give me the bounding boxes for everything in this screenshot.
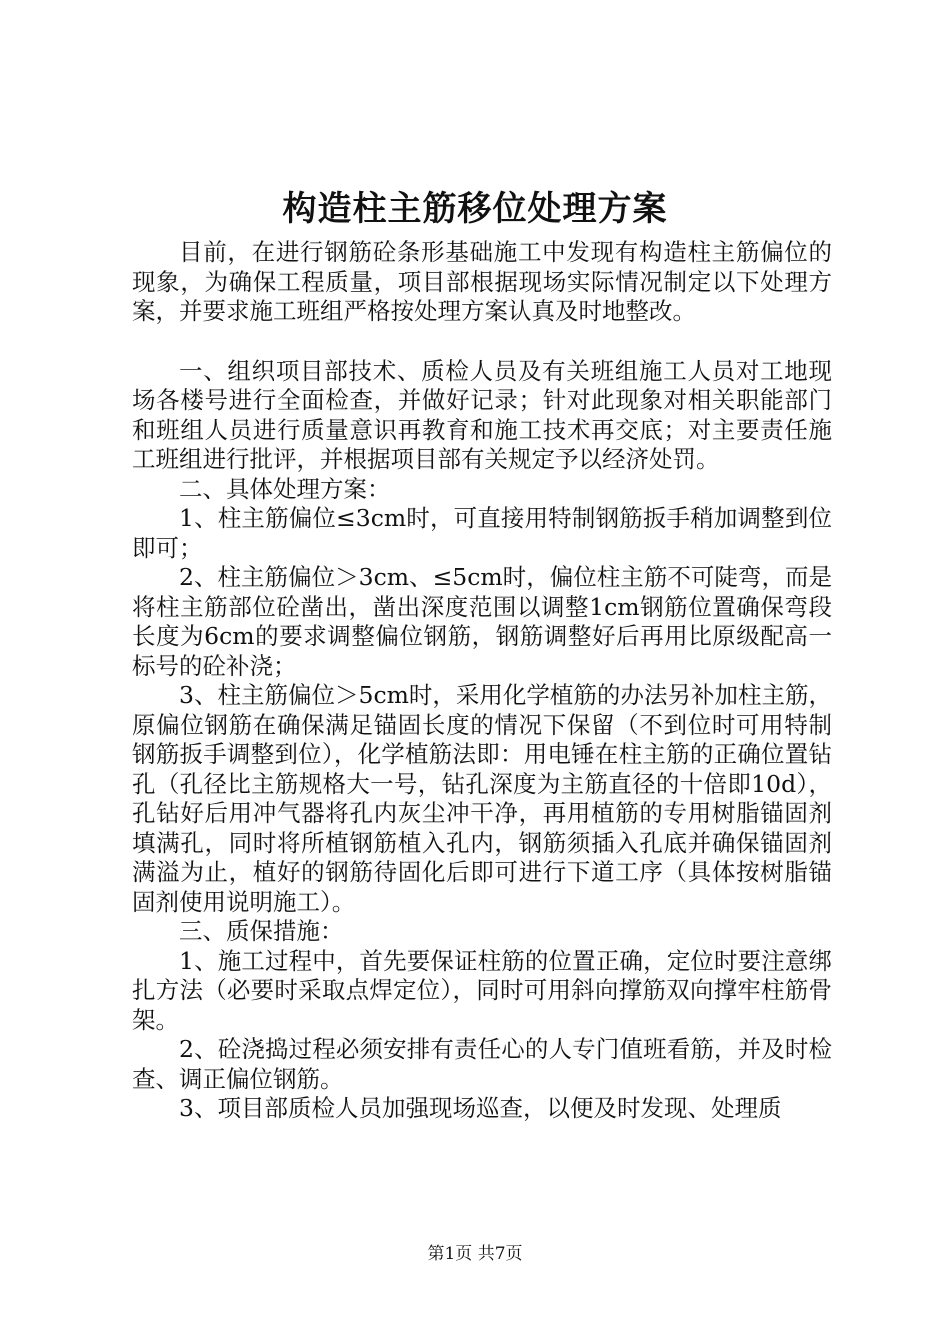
paragraph-section-3-heading: 三、质保措施： bbox=[179, 917, 344, 945]
paragraph-section-2-item-1: 1、柱主筋偏位≤3cm时，可直接用特制钢筋扳手稍加调整到位即可； bbox=[132, 504, 832, 562]
paragraph-section-2-item-2: 2、柱主筋偏位＞3cm、≤5cm时，偏位柱主筋不可陡弯，而是将柱主筋部位砼凿出，凿出深度范围以调整1cm钢筋位置确保弯段长度为6cm的要求调整偏位钢筋，钢筋调整好后再用比原级配高一标号的砼补浇； bbox=[132, 563, 832, 680]
paragraph-section-1: 一、组织项目部技术、质检人员及有关班组施工人员对工地现场各楼号进行全面检查，并做好记录；针对此现象对相关职能部门和班组人员进行质量意识再教育和施工技术再交底；对主要责任施工班组进行批评，并根据项目部有关规定予以经济处罚。 bbox=[132, 356, 832, 473]
paragraph-section-3-item-3: 3、项目部质检人员加强现场巡查，以便及时发现、处理质 bbox=[179, 1094, 782, 1122]
document-body bbox=[132, 238, 832, 1124]
paragraph-section-2-item-3: 3、柱主筋偏位＞5cm时，采用化学植筋的办法另补加柱主筋，原偏位钢筋在确保满足锚固长度的情况下保留（不到位时可用特制钢筋扳手调整到位），化学植筋法即：用电锤在柱主筋的正确位置钻孔（孔径比主筋规格大一号，钻孔深度为主筋直径的十倍即10d），孔钻好后用冲气器将孔内灰尘冲干净，再用植筋的专用树脂锚固剂填满孔，同时将所植钢筋植入孔内，钢筋须插入孔底并确保锚固剂满溢为止，植好的钢筋待固化后即可进行下道工序（具体按树脂锚固剂使用说明施工）。 bbox=[132, 681, 832, 916]
document-title: 构造柱主筋移位处理方案 bbox=[282, 189, 668, 229]
paragraph-intro: 目前，在进行钢筋砼条形基础施工中发现有构造柱主筋偏位的现象，为确保工程质量，项目部根据现场实际情况制定以下处理方案，并要求施工班组严格按处理方案认真及时地整改。 bbox=[132, 238, 832, 325]
paragraph-section-2-heading: 二、具体处理方案： bbox=[179, 474, 391, 503]
paragraph-section-3-item-2: 2、砼浇捣过程必须安排有责任心的人专门值班看筋，并及时检查、调正偏位钢筋。 bbox=[132, 1035, 832, 1093]
paragraph-section-3-item-1: 1、施工过程中，首先要保证柱筋的位置正确，定位时要注意绑扎方法（必要时采取点焊定位），同时可用斜向撑筋双向撑牢柱筋骨架。 bbox=[132, 946, 832, 1034]
paragraph-gap bbox=[132, 327, 832, 357]
page-footer: 第1页 共7页 bbox=[427, 1244, 523, 1264]
